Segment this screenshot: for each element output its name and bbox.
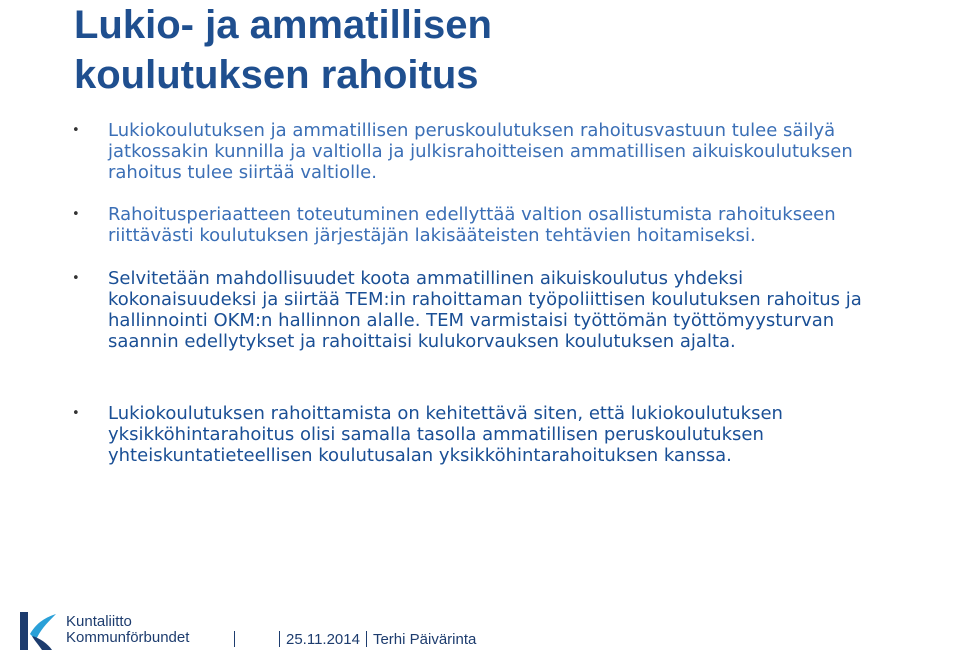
title-line-2: koulutuksen rahoitus (74, 53, 479, 97)
bullet-list (74, 120, 894, 466)
footer-separator (234, 631, 235, 647)
logo-line-2: Kommunförbundet (66, 629, 190, 646)
footer-date: 25.11.2014 (286, 631, 360, 648)
bullet-item-3: • Selvitetään mahdollisuudet koota ammatillinen aikuiskoulutus yhdeksi kokonaisuudeksi ja siirtää TEM:in rahoittaman työpoliittisen koulutuksen rahoitus ja hallinnointi OKM:n hallinnon alalle. TEM varmistaisi työttömän työttömyysturvan saannin edellytykset ja rahoittaisi kulukorvauksen koulutuksen ajalta. (74, 268, 894, 352)
footer-separator (279, 631, 280, 647)
title-line-1: Lukio- ja ammatillisen (74, 3, 492, 47)
logo-line-1: Kuntaliitto (66, 613, 132, 630)
footer-meta (234, 631, 476, 648)
bullet-item-1: • Lukiokoulutuksen ja ammatillisen peruskoulutuksen rahoitusvastuun tulee säilyä jatkossakin kunnilla ja valtiolla ja julkisrahoitteisen ammatillisen aikuiskoulutuksen rahoitus tulee siirtää valtiolle. (74, 120, 894, 183)
kuntaliitto-logo-mark-icon (16, 610, 60, 654)
slide-title (74, 0, 934, 100)
footer-author: Terhi Päivärinta (372, 631, 477, 648)
bullet-item-2: • Rahoitusperiaatteen toteutuminen edellyttää valtion osallistumista rahoitukseen riittävästi koulutuksen järjestäjän lakisääteisten tehtävien hoitamiseksi. (74, 204, 894, 246)
footer-separator (366, 631, 367, 647)
kuntaliitto-logo (16, 606, 190, 650)
bullet-item-4: • Lukiokoulutuksen rahoittamista on kehitettävä siten, että lukiokoulutuksen yksikköhintarahoitus olisi samalla tasolla ammatillisen peruskoulutuksen yhteiskuntatieteellisen koulutusalan yksikköhintarahoituksen kanssa. (74, 403, 894, 466)
logo-wordmark (66, 614, 189, 646)
slide-footer (0, 600, 960, 669)
